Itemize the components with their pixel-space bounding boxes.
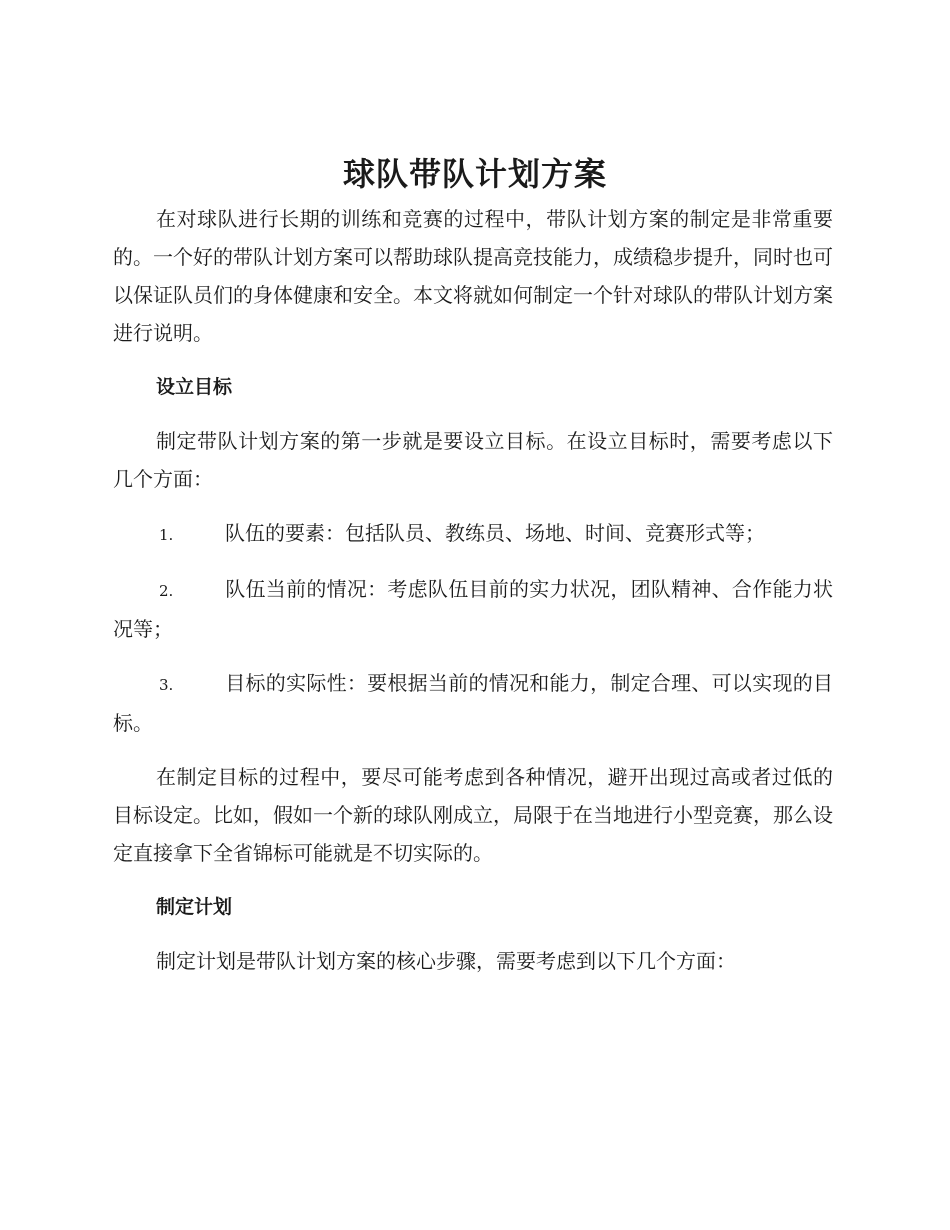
- goals-lead-paragraph: 制定带队计划方案的第一步就是要设立目标。在设立目标时，需要考虑以下几个方面：: [113, 429, 833, 491]
- plan-lead-paragraph: 制定计划是带队计划方案的核心步骤，需要考虑到以下几个方面：: [156, 949, 736, 973]
- list-item: [113, 664, 833, 742]
- list-number: 2.: [159, 582, 174, 600]
- list-text: 目标的实际性：要根据当前的情况和能力，制定合理、可以实现的目标。: [113, 671, 833, 735]
- section-heading-goals: 设立目标: [156, 376, 233, 398]
- list-item: [113, 514, 833, 554]
- intro-paragraph: 在对球队进行长期的训练和竞赛的过程中，带队计划方案的制定是非常重要的。一个好的带队计划方案可以帮助球队提高竞技能力，成绩稳步提升，同时也可以保证队员们的身体健康和安全。本文将就如何制定一个针对球队的带队计划方案进行说明。: [113, 207, 833, 345]
- document-title: 球队带队计划方案: [342, 155, 607, 193]
- list-text: 队伍当前的情况：考虑队伍目前的实力状况，团队精神、合作能力状况等；: [113, 577, 833, 641]
- section-heading-plan: 制定计划: [156, 896, 233, 918]
- list-number: 3.: [159, 676, 174, 694]
- goals-closing-paragraph: 在制定目标的过程中，要尽可能考虑到各种情况，避开出现过高或者过低的目标设定。比如，假如一个新的球队刚成立，局限于在当地进行小型竞赛，那么设定直接拿下全省锦标可能就是不切实际的。: [113, 765, 833, 865]
- list-number: 1.: [159, 526, 174, 544]
- list-item: [113, 570, 833, 648]
- list-text: 队伍的要素：包括队员、教练员、场地、时间、竞赛形式等；: [225, 521, 765, 545]
- document-body: [113, 200, 833, 980]
